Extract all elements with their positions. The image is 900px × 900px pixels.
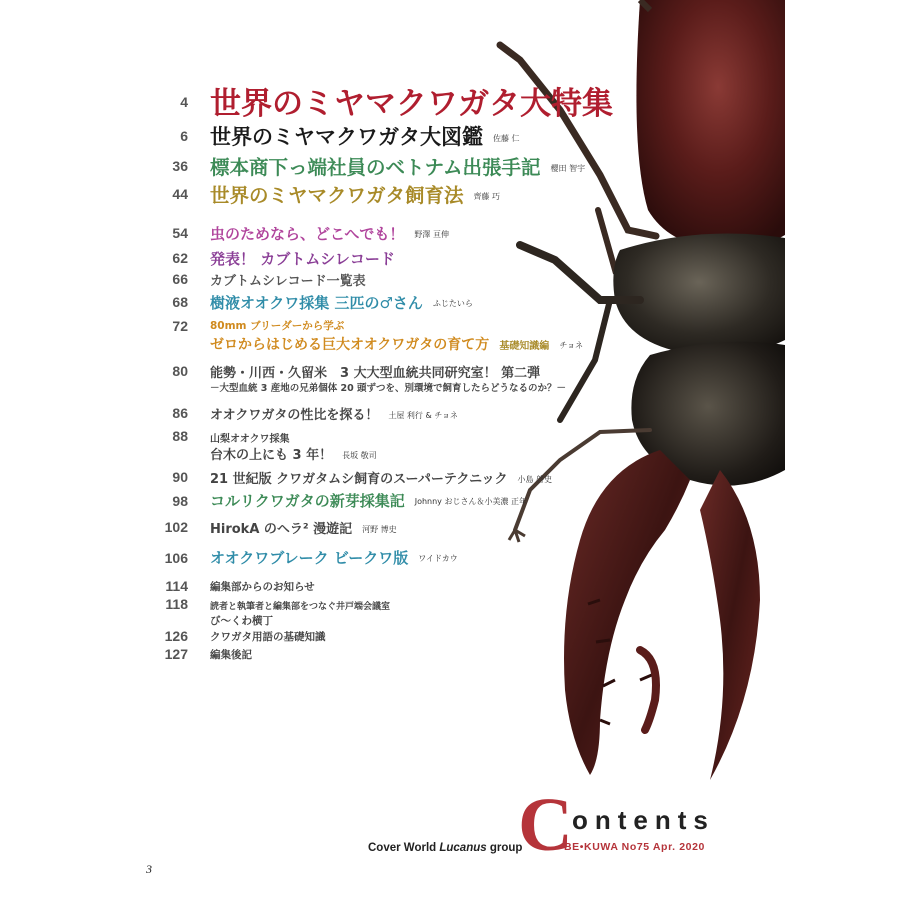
page-number: 90 xyxy=(172,469,188,485)
entry-author: 長坂 敬司 xyxy=(342,451,377,460)
page-number: 88 xyxy=(172,428,188,444)
entry-title: ゼロからはじめる巨大オオクワガタの育て方 xyxy=(210,337,490,353)
entry-pretitle: 80mm ブリーダーから学ぶ xyxy=(210,320,345,332)
entry-title: 発表！ カブトムシレコード xyxy=(210,250,395,268)
cover-caption xyxy=(368,842,522,854)
entry-title: 樹液オオクワ採集 三匹の♂さん xyxy=(210,294,423,312)
page-number: 4 xyxy=(180,94,188,110)
entry-title: び〜くわ横丁 xyxy=(210,615,273,627)
page-number: 80 xyxy=(172,363,188,379)
masthead-word: ontents xyxy=(572,805,715,835)
page-number: 114 xyxy=(165,578,188,594)
entry-title: 能勢・川西・久留米 3 大大型血統共同研究室！ 第二弾 xyxy=(210,366,541,381)
contents-masthead xyxy=(510,783,750,867)
page-number: 72 xyxy=(172,318,188,334)
page-number: 54 xyxy=(172,225,188,241)
page-number: 44 xyxy=(172,186,188,202)
entry-author: Johnny おじさん＆小美濃 正年 xyxy=(414,497,527,506)
entry-title: オオクワブレーク ビークワ版 xyxy=(210,549,409,567)
entry-pretitle: 読者と執筆者と編集部をつなぐ井戸端会議室 xyxy=(210,602,391,612)
issue-label: BE•KUWA No75 Apr. 2020 xyxy=(564,841,705,853)
entry-title: 編集部からのお知らせ xyxy=(210,581,315,593)
page-number: 126 xyxy=(164,628,188,644)
entry-title: カブトムシレコード一覧表 xyxy=(210,274,366,289)
entry-title: オオクワガタの性比を探る！ xyxy=(210,408,379,423)
entry-author: 齊藤 巧 xyxy=(473,192,501,201)
entry-author: 土屋 利行 & チョネ xyxy=(388,411,458,420)
entry-title: 編集後記 xyxy=(210,649,252,661)
page-number: 36 xyxy=(172,158,188,174)
page-number: 106 xyxy=(164,550,188,566)
cover-suffix: group xyxy=(486,842,523,854)
page-number-footer: 3 xyxy=(146,862,152,876)
page-number: 102 xyxy=(164,519,188,535)
page-number: 86 xyxy=(172,405,188,421)
page-number: 62 xyxy=(172,250,188,266)
entry-title: クワガタ用語の基礎知識 xyxy=(210,631,326,643)
entry-title: 台木の上にも 3 年！ xyxy=(210,448,333,463)
page-number: 118 xyxy=(165,596,188,612)
entry-author: ワイドカウ xyxy=(418,554,458,563)
entry-title: 世界のミヤマクワガタ大図鑑 xyxy=(210,125,483,149)
entry-pretitle: 山梨オオクワ採集 xyxy=(210,434,290,445)
entry-title: HirokA のヘラ² 漫遊記 xyxy=(210,522,353,537)
entry-author: チョネ xyxy=(559,340,584,350)
entry-author: 河野 博史 xyxy=(362,525,397,534)
entry-author: ふじたいら xyxy=(432,299,473,308)
entry-author: 櫻田 智宇 xyxy=(550,164,586,173)
cover-prefix: Cover World xyxy=(368,842,440,854)
entry-tag: 基礎知識編 xyxy=(499,341,550,352)
cover-genus: Lucanus xyxy=(439,842,487,854)
page-number: 98 xyxy=(172,493,188,509)
entry-subtitle: －大型血統 3 産地の兄弟個体 20 頭ずつを、別環境で飼育したらどうなるのか？－ xyxy=(210,383,567,394)
entry-title: 世界のミヤマクワガタ大特集 xyxy=(210,86,613,122)
entry-title: 虫のためなら、どこへでも！ xyxy=(210,225,405,243)
page-number: 6 xyxy=(180,128,188,144)
entry-author: 小島 啓史 xyxy=(517,475,553,484)
entry-title: コルリクワガタの新芽採集記 xyxy=(210,492,405,510)
page-number: 66 xyxy=(172,271,188,287)
page-number: 68 xyxy=(172,294,188,310)
masthead-initial: C xyxy=(518,783,573,867)
entry-author: 佐藤 仁 xyxy=(493,133,520,143)
entry-author: 野澤 亘伸 xyxy=(414,230,449,239)
page-number: 127 xyxy=(164,646,188,662)
entry-title: 世界のミヤマクワガタ飼育法 xyxy=(210,184,464,207)
entry-title: 標本商下っ端社員のベトナム出張手記 xyxy=(210,156,541,179)
entry-title: 21 世紀版 クワガタムシ飼育のスーパーテクニック xyxy=(210,472,508,487)
